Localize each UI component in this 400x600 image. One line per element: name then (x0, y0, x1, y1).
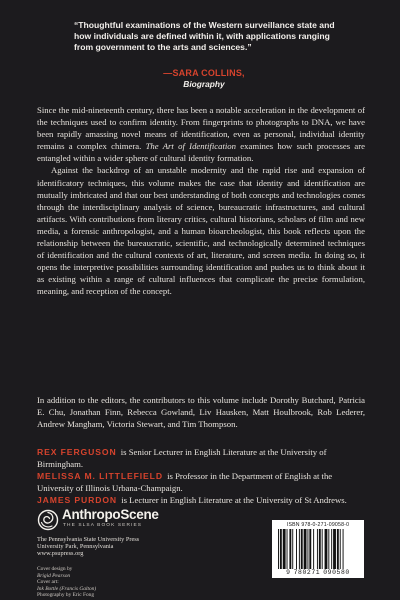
barcode-bars (278, 529, 358, 569)
swirl-logo-icon (37, 509, 59, 531)
cover-art-title: Ink Bottle (Francis Galton) (37, 585, 97, 592)
isbn-number: ISBN 978-0-271-09058-0 (286, 522, 350, 528)
publisher-location: University Park, Pennsylvania (37, 543, 114, 551)
series-subtitle: THE SLSA BOOK SERIES (63, 523, 143, 528)
barcode-lead-digit: 9 (286, 569, 291, 576)
barcode-right-digits: 090580 (323, 569, 350, 576)
description-paragraph-1 (37, 104, 365, 164)
editor-bio (37, 494, 369, 506)
book-title-italic: The Art of Identification (145, 141, 236, 152)
quote-text: “Thoughtful examinations of the Western surveillance state and how individuals are defined within it, with applications ranging from government to the arts and sciences.” (74, 20, 335, 53)
editor-name: JAMES PURDON (37, 495, 118, 506)
designer-name: Brigid Pearson (37, 572, 71, 579)
description-p1-start: Since the mid-nineteenth century, there has been a notable acceleration in the development of the techniques used to confirm identity. From fingerprints to photographs to DNA, we have been rapidly amassing novel means of identification, even as personal, individual identity remains a complex chimera. (37, 105, 365, 152)
editor-name: MELISSA M. LITTLEFIELD (37, 471, 163, 482)
description-paragraph-2: Against the backdrop of an unstable modernity and the rapid rise and expansion of identificatory techniques, this volume makes the case that identity and identification are mutually imbricated and that our best understanding of both concepts and technologies comes through the interdisciplinary analysis of science, bureaucratic infrastructures, and cultural artifacts. With contributions from literary critics, cultural historians, scholars of film and new media, a forensic anthropologist, and a human bioarcheologist, this book reflects upon the relationship between the bureaucratic, scientific, and technologically determined techniques of identification and the cultural contexts of art, literature, and screen media. In doing so, it opens the interpretive possibilities surrounding identification and pushes us to think about it as existing within a range of cultural influences that complicate the precise formulation, meaning, and reception of the concept. (37, 165, 365, 297)
attribution-source: Biography (183, 79, 225, 89)
editor-bio (37, 446, 369, 470)
publisher-name: The Pennsylvania State University Press (37, 536, 140, 543)
editor-description: is Lecturer in English Literature at the University of St Andrews. (121, 495, 347, 506)
editor-description: is Professor in the Department of English at the University of Illinois Urbana-Champaign. (37, 471, 333, 494)
editor-bio (37, 470, 369, 494)
editor-bios (37, 446, 369, 506)
isbn-barcode (272, 520, 364, 578)
series-title: AnthropoScene (62, 507, 159, 522)
editor-name: REX FERGUSON (37, 447, 117, 457)
contributors-paragraph: In addition to the editors, the contributors to this volume include Dorothy Butchard, Patricia E. Chu, Jonathan Finn, Rebecca Gowland, Liv Hausken, Matt Houlbrook, Rob Lederer, Andrew Mangham, Victoria Stewart, and Tim Thompson. (37, 395, 365, 430)
attribution-name: —SARA COLLINS, (163, 68, 245, 78)
editor-description: is Senior Lecturer in English Literature at the University of Birmingham. (37, 447, 327, 470)
barcode-digits (273, 569, 363, 576)
art-credit-label: Cover art: (37, 579, 59, 586)
design-credit (37, 566, 237, 579)
design-credit-label: Cover design by (37, 566, 73, 572)
barcode-left-digits: 780271 (293, 569, 321, 576)
quote-attribution (74, 68, 334, 90)
publisher-info (37, 536, 237, 558)
photo-credit: Photography by Eric Fong (37, 592, 95, 599)
back-cover-quote (74, 20, 344, 54)
book-description (37, 104, 365, 298)
description-p1-end: examines how such processes are entangled within a wider sphere of cultural identity formation. (37, 141, 366, 164)
publisher-url: www.psupress.org (37, 550, 84, 558)
art-credit (37, 579, 237, 592)
cover-credits (37, 566, 237, 599)
